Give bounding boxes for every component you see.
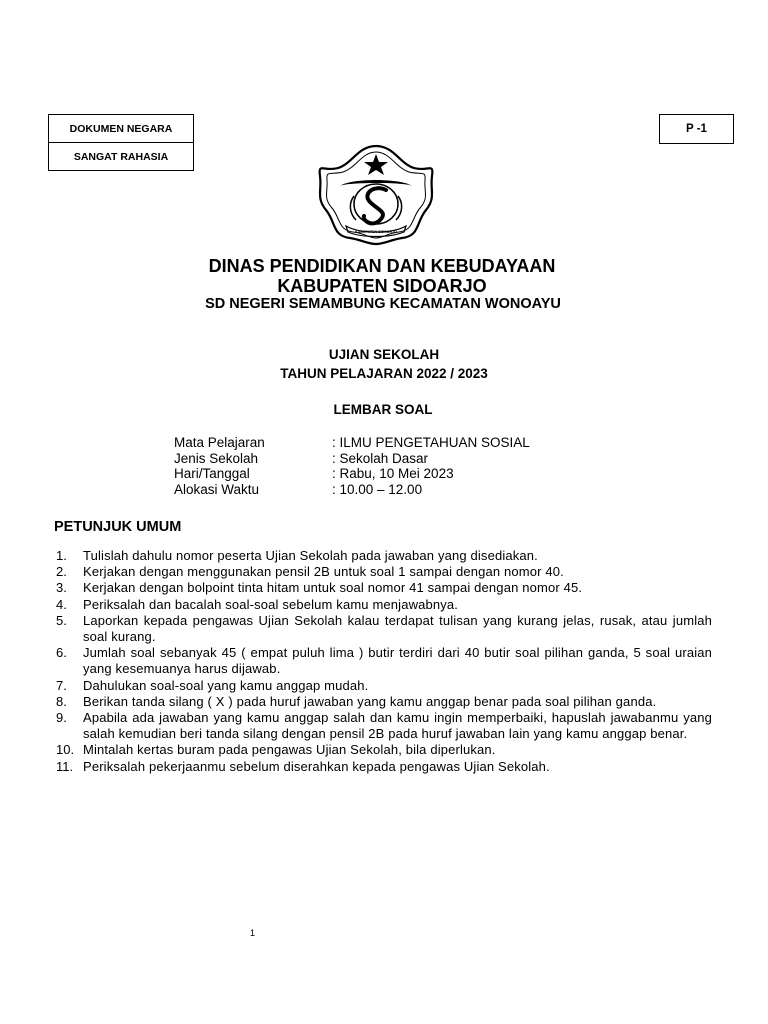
- info-label: Hari/Tanggal: [174, 466, 250, 481]
- emblem-inscription: KABUPATEN SIDOARJO: [355, 230, 397, 234]
- info-row-date: [174, 466, 530, 482]
- info-row-school-type: [174, 451, 530, 467]
- institution-department: DINAS PENDIDIKAN DAN KEBUDAYAAN: [208, 256, 556, 276]
- instruction-item: 9. Apabila ada jawaban yang kamu anggap salah dan kamu ingin memperbaiki, hapuslah jawabanmu yang salah kemudian beri tanda silang dengan pensil 2B pada huruf jawaban lain yang kamu anggap benar.: [56, 710, 712, 742]
- document-classification-box: [48, 114, 194, 171]
- info-value: : ILMU PENGETAHUAN SOSIAL: [332, 435, 530, 450]
- info-label: Jenis Sekolah: [174, 450, 259, 466]
- info-row-subject: [174, 435, 530, 451]
- sheet-title: LEMBAR SOAL: [333, 402, 433, 417]
- instruction-item: 6. Jumlah soal sebanyak 45 ( empat puluh lima ) butir terdiri dari 40 butir soal pilihan ganda, 5 soal uraian yang kesemuanya harus dijawab.: [56, 645, 712, 677]
- instruction-item: 10. Mintalah kertas buram pada pengawas Ujian Sekolah, bila diperlukan.: [56, 742, 496, 758]
- instruction-item: 7. Dahulukan soal-soal yang kamu anggap mudah.: [56, 677, 369, 693]
- page-number: 1: [250, 928, 256, 938]
- institution-regency: KABUPATEN SIDOARJO: [277, 276, 487, 296]
- exam-info-table: [174, 435, 530, 497]
- instructions-list: [56, 548, 712, 775]
- classification-rahasia: SANGAT RAHASIA: [49, 142, 193, 170]
- instruction-item: 4. Periksalah dan bacalah soal-soal sebelum kamu menjawabnya.: [56, 596, 459, 612]
- school-name: SD NEGERI SEMAMBUNG KECAMATAN WONOAYU: [205, 296, 561, 312]
- classification-negara: DOKUMEN NEGARA: [69, 122, 173, 135]
- info-label: Mata Pelajaran: [174, 435, 265, 450]
- sidoarjo-regency-emblem-icon: [310, 140, 442, 248]
- packet-code-box: P -1: [659, 114, 734, 144]
- instruction-item: 3. Kerjakan dengan bolpoint tinta hitam untuk soal nomor 41 sampai dengan nomor 45.: [56, 580, 583, 596]
- exam-title: UJIAN SEKOLAH: [328, 347, 440, 362]
- instruction-item: 2. Kerjakan dengan menggunakan pensil 2B untuk soal 1 sampai dengan nomor 40.: [56, 564, 564, 580]
- info-value: : Rabu, 10 Mei 2023: [332, 466, 454, 481]
- instruction-item: 8. Berikan tanda silang ( X ) pada huruf jawaban yang kamu anggap benar pada soal pilihan ganda.: [56, 693, 657, 709]
- instruction-item: 5. Laporkan kepada pengawas Ujian Sekolah kalau terdapat tulisan yang kurang jelas, rusak, atau jumlah soal kurang.: [56, 612, 712, 645]
- instruction-item: 11. Periksalah pekerjaanmu sebelum diserahkan kepada pengawas Ujian Sekolah.: [56, 758, 550, 774]
- instructions-heading: PETUNJUK UMUM: [54, 519, 182, 535]
- info-row-time: [174, 482, 530, 498]
- info-label: Alokasi Waktu: [174, 481, 260, 497]
- info-value: : Sekolah Dasar: [332, 450, 429, 466]
- instruction-item: 1. Tulislah dahulu nomor peserta Ujian Sekolah pada jawaban yang disediakan.: [56, 548, 538, 563]
- academic-year: TAHUN PELAJARAN 2022 / 2023: [280, 366, 488, 381]
- info-value: : 10.00 – 12.00: [332, 481, 423, 497]
